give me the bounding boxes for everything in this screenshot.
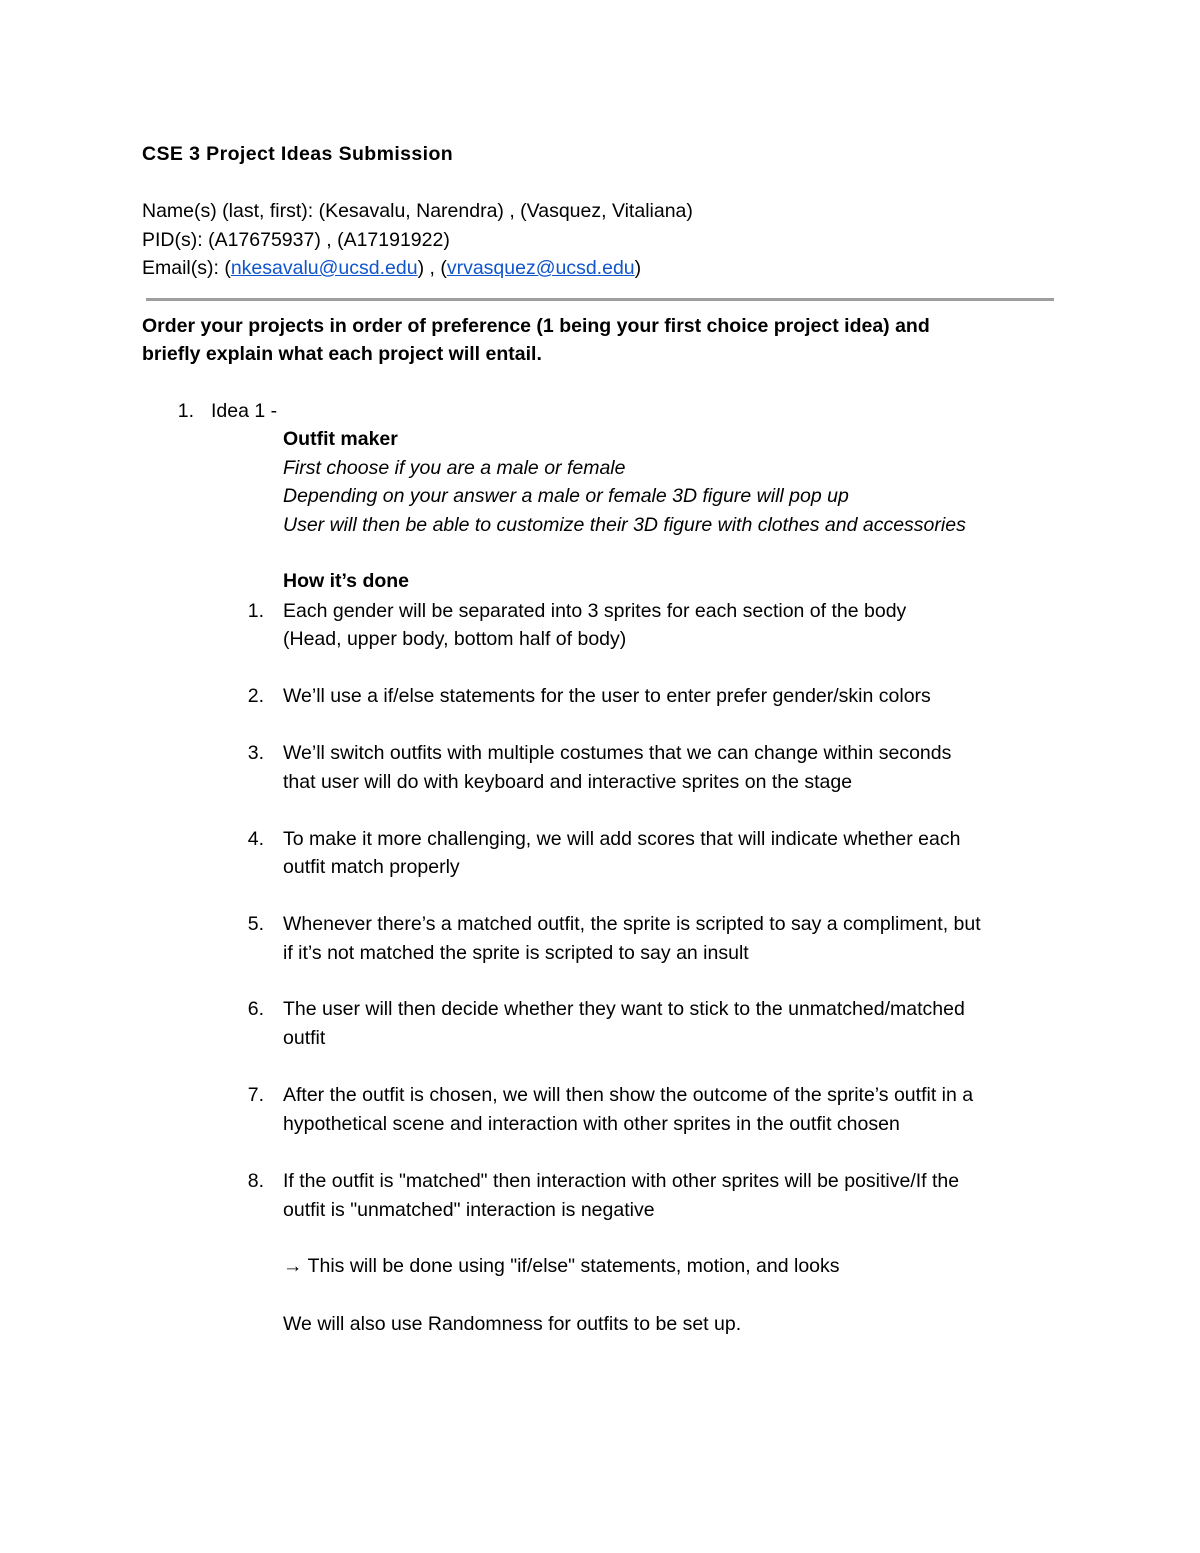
- step-3-line-1: We’ll switch outfits with multiple costumes that we can change within seconds: [283, 742, 952, 764]
- step-8-line-1: If the outfit is "matched" then interaction with other sprites will be positive/If the: [283, 1170, 960, 1192]
- step-1-number: 1.: [247, 600, 264, 622]
- step-8-number: 8.: [247, 1170, 264, 1192]
- step-1-line-2: (Head, upper body, bottom half of body): [283, 628, 627, 650]
- idea-description-2: Depending on your answer a male or female 3D figure will pop up: [283, 485, 849, 507]
- step-2-number: 2.: [247, 685, 264, 707]
- idea-description-3: User will then be able to customize their 3D figure with clothes and accessories: [283, 514, 966, 536]
- names-line: Name(s) (last, first): (Kesavalu, Narendra) , (Vasquez, Vitaliana): [142, 200, 693, 222]
- step-5-line-2: if it’s not matched the sprite is scripted to say an insult: [283, 942, 749, 964]
- step-5-line-1: Whenever there’s a matched outfit, the sprite is scripted to say a compliment, but: [283, 913, 981, 935]
- idea-number: 1.: [177, 400, 194, 422]
- step-5-number: 5.: [247, 913, 264, 935]
- step-7-number: 7.: [247, 1084, 264, 1106]
- instructions-line-1: Order your projects in order of preference (1 being your first choice project idea) and: [142, 315, 930, 337]
- step-3-number: 3.: [247, 742, 264, 764]
- emails-line: [142, 254, 641, 282]
- step-7-line-2: hypothetical scene and interaction with other sprites in the outfit chosen: [283, 1113, 900, 1135]
- step-6-line-1: The user will then decide whether they want to stick to the unmatched/matched: [283, 998, 965, 1020]
- step-4-line-1: To make it more challenging, we will add scores that will indicate whether each: [283, 828, 961, 850]
- note-arrow: → This will be done using "if/else" statements, motion, and looks: [283, 1255, 840, 1277]
- step-1-line-1: Each gender will be separated into 3 sprites for each section of the body: [283, 600, 907, 622]
- step-6-number: 6.: [247, 998, 264, 1020]
- emails-prefix: Email(s): (: [142, 257, 231, 279]
- step-4-number: 4.: [247, 828, 264, 850]
- step-8-line-2: outfit is "unmatched" interaction is negative: [283, 1199, 655, 1221]
- note-randomness: We will also use Randomness for outfits to be set up.: [283, 1313, 742, 1335]
- step-7-line-1: After the outfit is chosen, we will then show the outcome of the sprite’s outfit in a: [283, 1084, 974, 1106]
- step-4-line-2: outfit match properly: [283, 856, 460, 878]
- instructions-line-2: briefly explain what each project will entail.: [142, 343, 542, 365]
- pids-line: PID(s): (A17675937) , (A17191922): [142, 229, 450, 251]
- idea-name: Outfit maker: [283, 428, 398, 450]
- step-2-line-1: We’ll use a if/else statements for the user to enter prefer gender/skin colors: [283, 685, 931, 707]
- step-3-line-2: that user will do with keyboard and interactive sprites on the stage: [283, 771, 853, 793]
- idea-description-1: First choose if you are a male or female: [283, 457, 626, 479]
- email-link-1[interactable]: nkesavalu@ucsd.edu: [230, 257, 418, 279]
- document-title: CSE 3 Project Ideas Submission: [142, 143, 454, 165]
- emails-separator: ) , (: [417, 257, 447, 279]
- idea-label: Idea 1 -: [211, 400, 278, 422]
- how-heading: How it’s done: [283, 570, 410, 592]
- email-link-2[interactable]: vrvasquez@ucsd.edu: [446, 257, 635, 279]
- horizontal-divider: [146, 298, 1054, 301]
- emails-suffix: ): [634, 257, 642, 279]
- step-6-line-2: outfit: [283, 1027, 326, 1049]
